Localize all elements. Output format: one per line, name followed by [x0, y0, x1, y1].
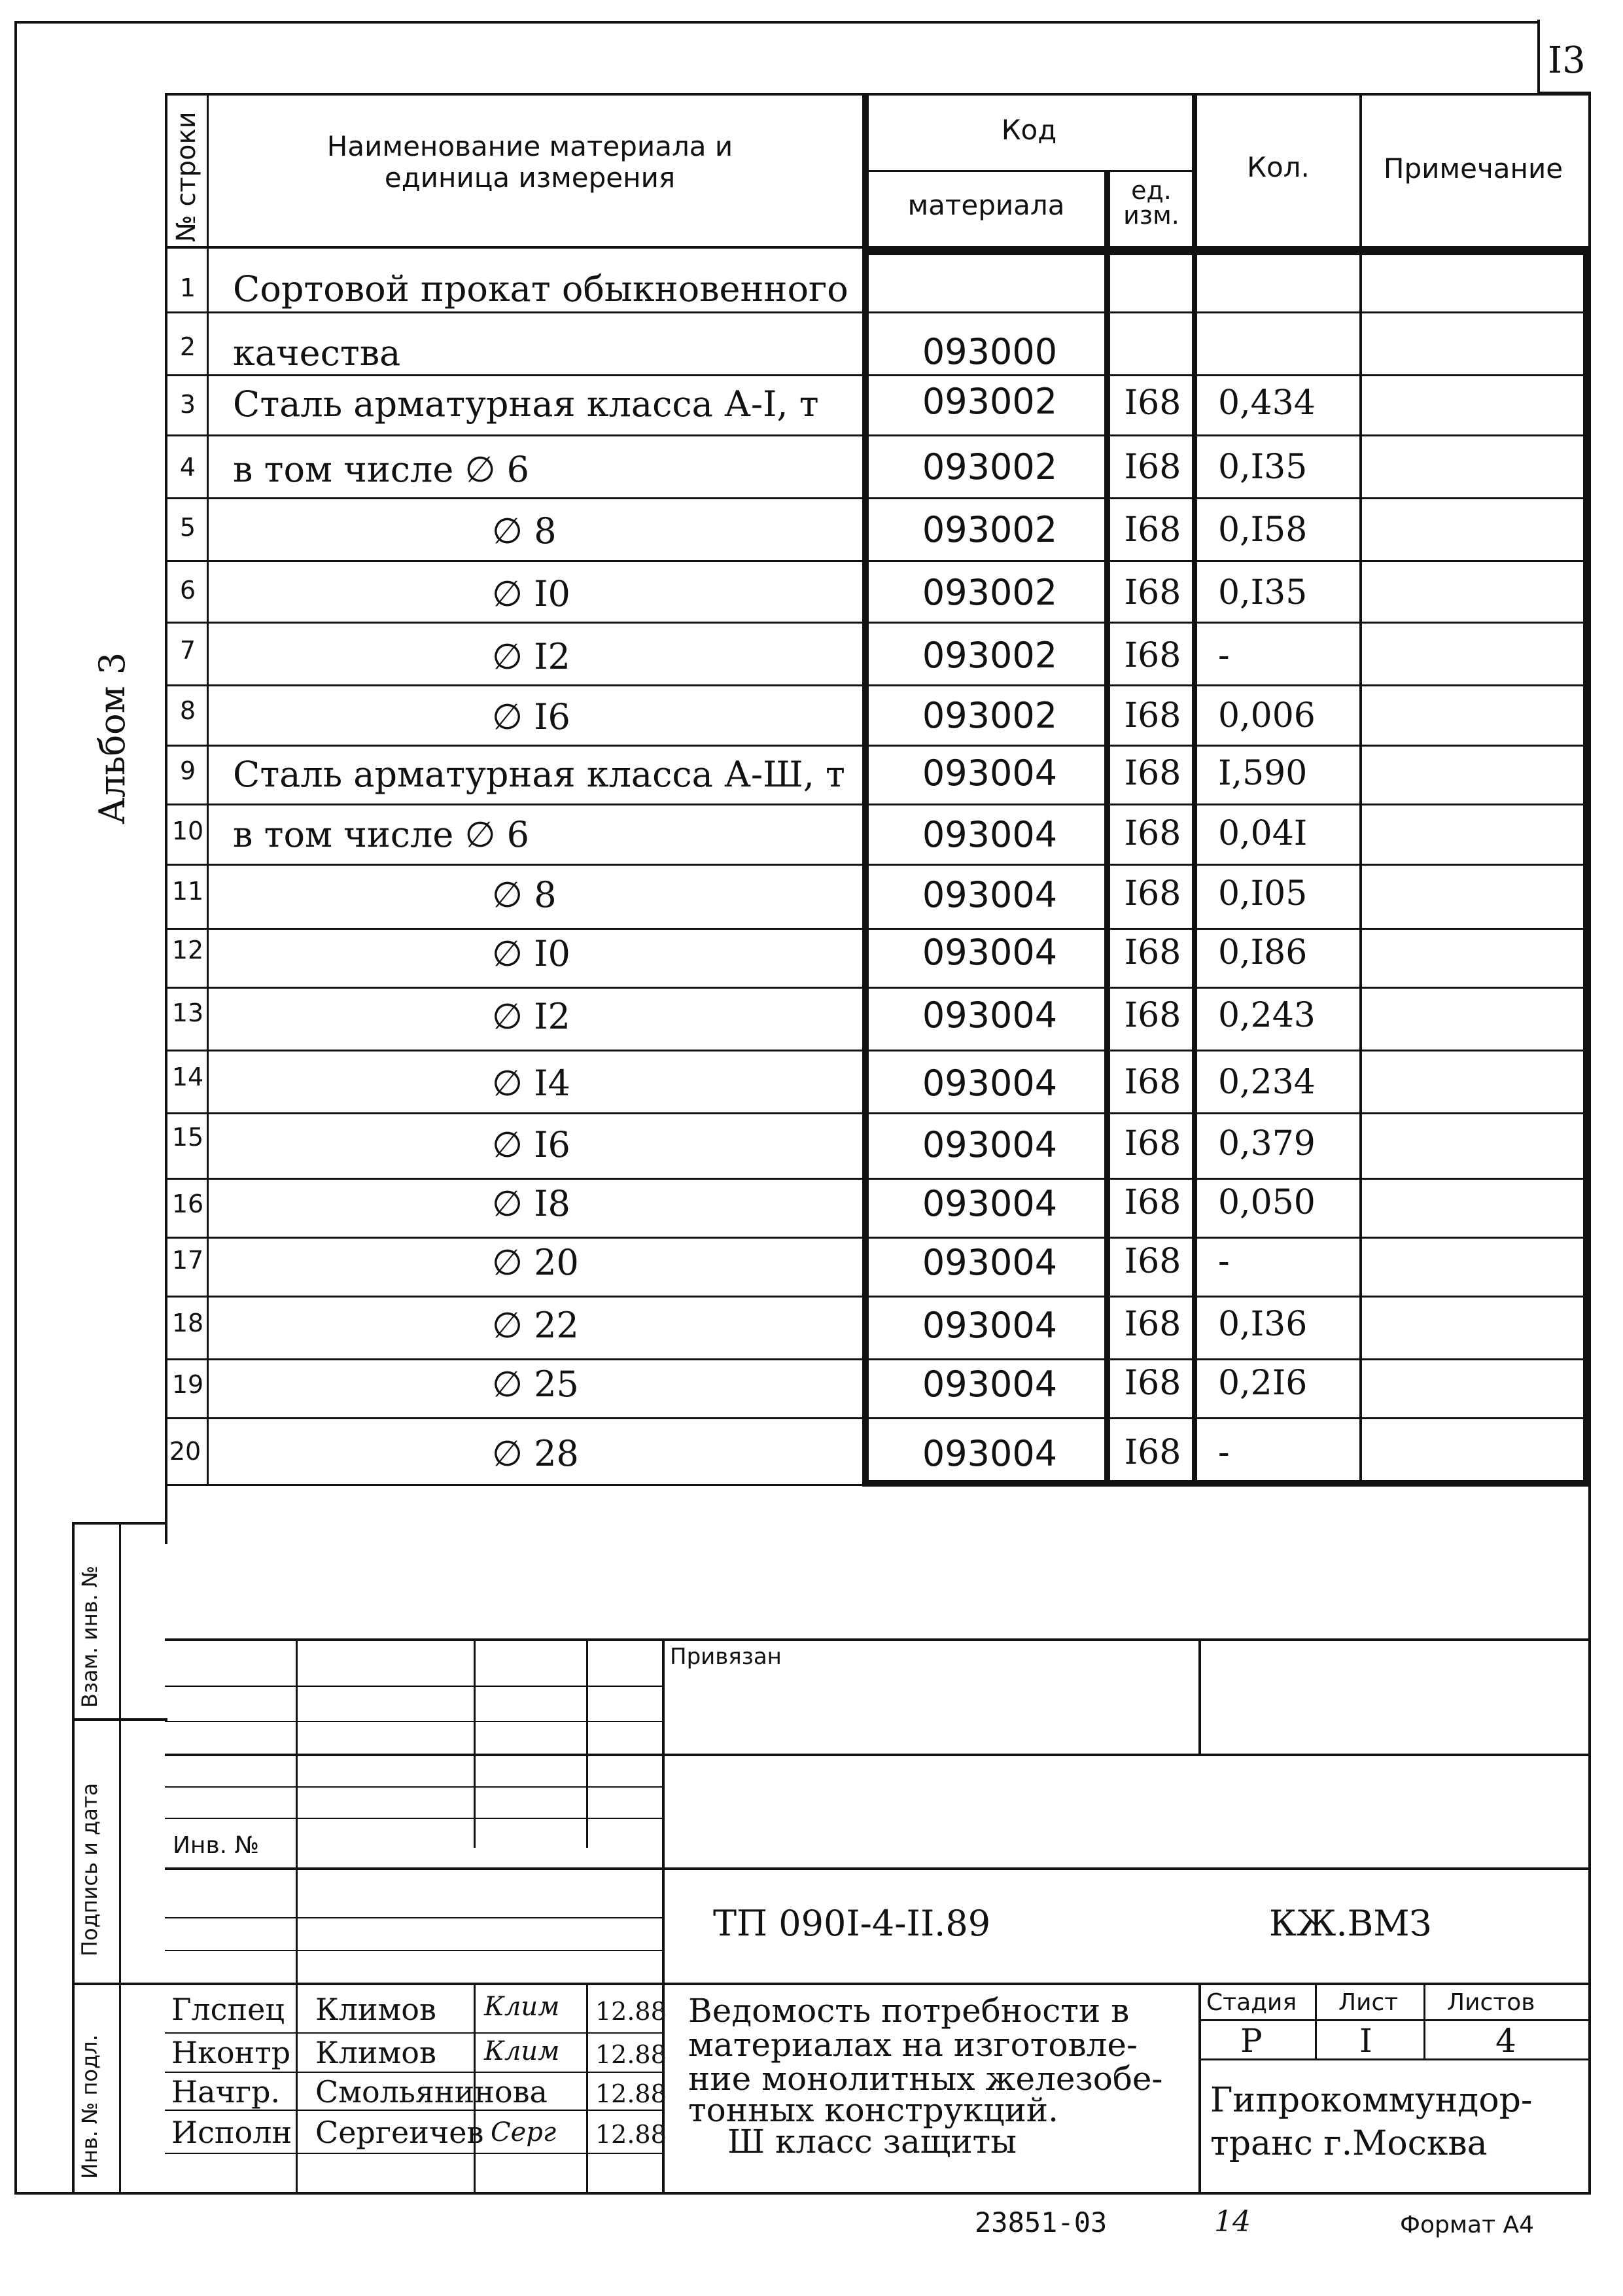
col-note: [1359, 93, 1362, 1485]
stamp-top: [165, 1638, 1591, 1641]
frame-left: [14, 21, 17, 2193]
signature-icon: Клим: [484, 1992, 560, 2022]
row-qty: 0,I35: [1218, 448, 1308, 487]
page-number: I3: [1548, 39, 1586, 82]
stamp-hline: [165, 1867, 1591, 1870]
role-label: Глспец: [171, 1992, 285, 2027]
row-line: [165, 560, 1584, 562]
role-name: Смольянинова: [315, 2074, 548, 2110]
sheets-value: 4: [1495, 2022, 1516, 2060]
row-code: 093004: [922, 932, 1058, 973]
stamp-hline: [165, 1786, 663, 1788]
doc-title-line: Ш класс защиты: [727, 2123, 1017, 2161]
row-code: 093004: [922, 1124, 1058, 1165]
row-number: 4: [179, 453, 196, 482]
row-code: 093004: [922, 814, 1058, 855]
signature-icon: Серг: [491, 2117, 557, 2147]
row-unit: I68: [1124, 1183, 1181, 1222]
row-line: [165, 928, 1584, 930]
row-unit: I68: [1124, 636, 1181, 675]
row-line: [165, 622, 1584, 624]
row-number: 13: [171, 998, 204, 1027]
doc-mark: КЖ.ВМЗ: [1269, 1903, 1432, 1944]
row-line: [165, 497, 1584, 499]
row-code: 093002: [922, 381, 1058, 422]
stamp-col-c2: [586, 1983, 588, 2193]
doc-title-line: тонных конструкций.: [688, 2091, 1059, 2129]
org-line1: Гипрокоммундор-: [1210, 2081, 1533, 2120]
row-number: 10: [171, 817, 204, 845]
doc-title-line: материалах на изготовле-: [688, 2026, 1138, 2064]
row-code: 093002: [922, 635, 1058, 676]
stamp-hline: [165, 1950, 663, 1951]
row-material: ∅ 28: [492, 1433, 579, 1474]
row-material: ∅ 22: [492, 1305, 579, 1346]
row-material: ∅ I6: [492, 1124, 570, 1165]
table-left: [165, 93, 167, 1544]
role-date: 12.88: [595, 2120, 667, 2149]
row-unit: I68: [1124, 1305, 1181, 1344]
side-strip-col: [119, 1522, 121, 2193]
row-line: [165, 864, 1584, 866]
stamp-hline: [165, 1917, 663, 1918]
row-qty: 0,I35: [1218, 573, 1308, 612]
row-qty: 0,243: [1218, 996, 1316, 1035]
row-number: 2: [179, 332, 196, 361]
row-code: 093004: [922, 1305, 1058, 1346]
row-code: 093002: [922, 572, 1058, 613]
signature-icon: Клим: [484, 2036, 560, 2066]
sheet-label: Лист: [1338, 1989, 1399, 2016]
row-number: 16: [171, 1190, 204, 1218]
row-line: [165, 1358, 1584, 1360]
row-code: 093004: [922, 874, 1058, 915]
row-line: [165, 1112, 1584, 1114]
stamp-stage-split: [1198, 1983, 1201, 2193]
row-line: [165, 434, 1584, 436]
row-material: ∅ I2: [492, 996, 570, 1037]
row-unit: I68: [1124, 996, 1181, 1035]
footer-page: 14: [1214, 2205, 1251, 2238]
row-unit: I68: [1124, 933, 1181, 972]
row-unit: I68: [1124, 1124, 1181, 1163]
role-name: Климов: [315, 2035, 436, 2070]
row-unit: I68: [1124, 1063, 1181, 1102]
stage-value: Р: [1240, 2022, 1263, 2060]
row-number: 6: [179, 576, 196, 605]
row-code: 093004: [922, 752, 1058, 794]
role-date: 12.88: [595, 2079, 667, 2108]
row-unit: I68: [1124, 1364, 1181, 1403]
header-qty: Кол.: [1247, 151, 1310, 183]
row-qty: -: [1218, 1433, 1230, 1472]
stamp-stage-col1: [1315, 1983, 1317, 2060]
row-code: 093004: [922, 1364, 1058, 1405]
stamp-privyazan-split: [1198, 1638, 1201, 1754]
row-line: [165, 1417, 1584, 1419]
format-label: Формат А4: [1400, 2212, 1535, 2238]
row-line: [165, 374, 1584, 376]
row-material: ∅ I0: [492, 933, 570, 974]
row-number: 11: [171, 877, 204, 906]
side-strip-sep1: [72, 1718, 167, 1721]
header-code-material: материала: [907, 189, 1065, 221]
col-rowno: [207, 93, 209, 1485]
row-qty: 0,434: [1218, 383, 1316, 423]
row-material: Сталь арматурная класса А-I, т: [233, 383, 819, 425]
row-code: 093004: [922, 1433, 1058, 1474]
row-material: качества: [233, 332, 401, 374]
row-number: 5: [179, 513, 196, 542]
page-num-box-left: [1537, 20, 1540, 93]
row-number: 20: [169, 1437, 201, 1466]
role-date: 12.88: [595, 2040, 667, 2069]
row-code: 093002: [922, 446, 1058, 487]
role-name: Климов: [315, 1992, 436, 2027]
album-label: Альбом 3: [92, 652, 133, 824]
inventory-number: 23851-03: [975, 2206, 1108, 2238]
row-qty: 0,I05: [1218, 874, 1308, 913]
row-qty: 0,050: [1218, 1183, 1316, 1222]
row-line: [165, 1178, 1584, 1180]
stamp-stage-hline1: [1198, 2019, 1591, 2021]
row-material: ∅ I4: [492, 1063, 570, 1104]
side-strip-sep2: [72, 1983, 167, 1985]
stamp-hline: [165, 2110, 663, 2111]
row-code: 093002: [922, 509, 1058, 550]
stamp-stage-col2: [1423, 1983, 1425, 2060]
stamp-hline: [165, 1983, 1591, 1985]
role-label: Начгр.: [171, 2074, 281, 2110]
row-number: 9: [179, 756, 196, 785]
row-unit: I68: [1124, 814, 1181, 853]
frame-top: [14, 21, 1539, 24]
sheet-value: I: [1359, 2022, 1372, 2060]
row-code: 093004: [922, 1242, 1058, 1283]
stamp-hline: [165, 1686, 663, 1687]
row-code: 093002: [922, 695, 1058, 736]
row-material: ∅ 8: [492, 510, 557, 552]
inv-no-label: Инв. №: [173, 1832, 260, 1859]
doc-title-line: Ведомость потребности в: [688, 1992, 1130, 2030]
bold-top: [862, 249, 1590, 255]
side-strip-left: [72, 1522, 75, 2193]
row-unit: I68: [1124, 510, 1181, 550]
stamp-col-b: [474, 1638, 476, 1848]
frame-bottom: [14, 2192, 1591, 2195]
row-material: ∅ 20: [492, 1242, 579, 1283]
table-top: [165, 93, 1591, 96]
role-label: Нконтр: [171, 2035, 291, 2070]
row-number: 18: [171, 1309, 204, 1337]
row-material: Сортовой прокат обыкновенного: [233, 268, 848, 309]
stamp-col-c: [586, 1638, 588, 1848]
row-unit: I68: [1124, 383, 1181, 423]
row-qty: 0,234: [1218, 1063, 1316, 1102]
role-name: Сергеичев: [315, 2115, 484, 2150]
stamp-hline: [165, 1818, 663, 1819]
row-material: в том числе ∅ 6: [233, 814, 530, 855]
row-qty: -: [1218, 1242, 1230, 1281]
row-material: ∅ I2: [492, 636, 570, 677]
row-code: 093004: [922, 995, 1058, 1036]
row-material: ∅ I0: [492, 573, 570, 614]
row-number: 12: [171, 936, 204, 964]
row-number: 15: [171, 1123, 204, 1152]
row-qty: I,590: [1218, 754, 1308, 793]
row-material: ∅ I8: [492, 1183, 570, 1224]
role-label: Исполн: [171, 2115, 292, 2150]
code-split: [865, 170, 1192, 172]
row-number: 1: [179, 274, 196, 302]
side-vzam-label: Взам. инв. №: [77, 1565, 102, 1708]
row-line: [165, 1484, 1584, 1486]
col-code: [862, 93, 869, 1485]
row-qty: 0,379: [1218, 1124, 1316, 1163]
role-date: 12.88: [595, 1997, 667, 2026]
row-qty: 0,I58: [1218, 510, 1308, 550]
header-code-unit: ед. изм.: [1123, 176, 1179, 230]
doc-title-line: ние монолитных железобе-: [688, 2060, 1163, 2098]
row-number: 7: [179, 636, 196, 665]
privyazan-label: Привязан: [670, 1644, 782, 1670]
row-unit: I68: [1124, 1242, 1181, 1281]
side-inv-podl-label: Инв. № подл.: [77, 2034, 102, 2179]
row-qty: -: [1218, 636, 1230, 675]
row-qty: 0,2I6: [1218, 1364, 1308, 1403]
row-line: [165, 1237, 1584, 1239]
row-material: ∅ 8: [492, 874, 557, 915]
row-qty: 0,I36: [1218, 1305, 1308, 1344]
row-unit: I68: [1124, 1433, 1181, 1472]
stamp-hline: [165, 2032, 663, 2034]
row-unit: I68: [1124, 696, 1181, 735]
org-line2: транс г.Москва: [1210, 2124, 1488, 2163]
header-row-no: № строки: [171, 111, 201, 242]
row-material: в том числе ∅ 6: [233, 449, 530, 490]
header-note: Примечание: [1383, 152, 1563, 185]
stamp-hline: [165, 1754, 1591, 1756]
row-number: 19: [171, 1370, 204, 1399]
row-material: Сталь арматурная класса А-Ш, т: [233, 754, 845, 795]
stage-label: Стадия: [1206, 1989, 1297, 2016]
row-number: 17: [171, 1246, 204, 1275]
row-material: ∅ 25: [492, 1364, 579, 1405]
row-line: [165, 987, 1584, 989]
row-line: [165, 1296, 1584, 1298]
row-unit: I68: [1124, 754, 1181, 793]
sheets-label: Листов: [1447, 1989, 1535, 2016]
stamp-hline: [165, 1721, 663, 1722]
row-code: 093000: [922, 331, 1058, 372]
row-qty: 0,04I: [1218, 814, 1308, 853]
row-number: 14: [171, 1063, 204, 1091]
row-unit: I68: [1124, 448, 1181, 487]
header-name: Наименование материала и единица измерения: [326, 130, 733, 194]
side-podpis-label: Подпись и дата: [77, 1782, 102, 1956]
row-code: 093004: [922, 1183, 1058, 1224]
row-qty: 0,I86: [1218, 933, 1308, 972]
row-line: [165, 804, 1584, 805]
row-number: 8: [179, 696, 196, 725]
stamp-hline: [165, 2072, 663, 2073]
row-unit: I68: [1124, 874, 1181, 913]
row-line: [165, 684, 1584, 686]
stamp-hline: [165, 2153, 663, 2154]
row-number: 3: [179, 390, 196, 419]
row-material: ∅ I6: [492, 696, 570, 737]
row-qty: 0,006: [1218, 696, 1316, 735]
row-line: [165, 745, 1584, 747]
doc-code: ТП 090I-4-II.89: [713, 1903, 991, 1944]
header-code: Код: [1001, 114, 1057, 146]
row-line: [165, 1050, 1584, 1051]
row-code: 093004: [922, 1063, 1058, 1104]
row-unit: I68: [1124, 573, 1181, 612]
row-line: [165, 311, 1584, 313]
